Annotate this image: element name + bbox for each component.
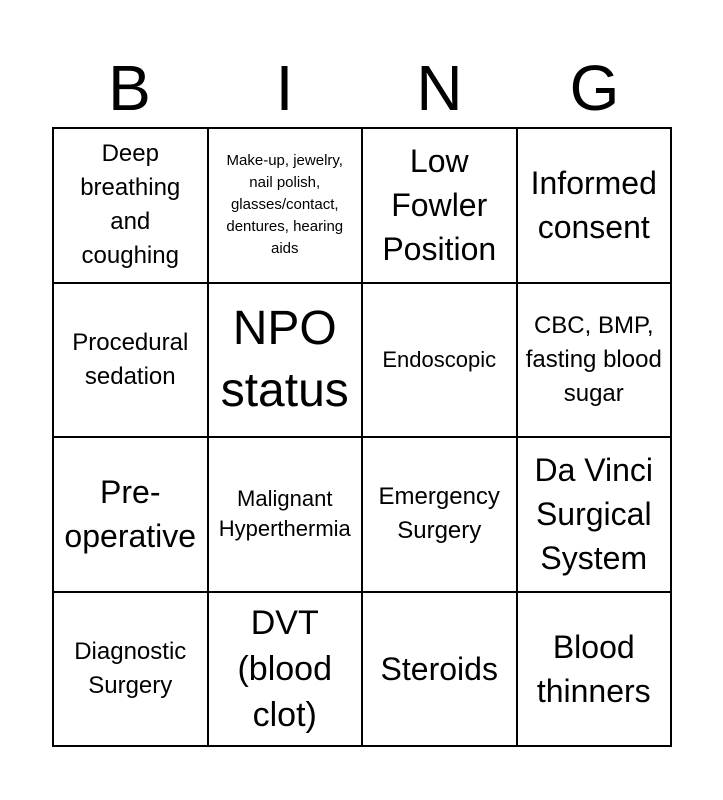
header-letter-n: N — [416, 52, 463, 124]
header-letter-g: G — [569, 52, 620, 124]
bingo-cell[interactable] — [517, 283, 672, 438]
cell-label: Low Fowler Position — [382, 143, 497, 268]
cell-label: Procedural sedation — [72, 328, 189, 390]
bingo-header — [52, 50, 672, 126]
bingo-cell[interactable] — [517, 128, 672, 283]
cell-label: CBC, BMP, fasting blood sugar — [525, 311, 662, 407]
header-letter-b: B — [108, 52, 151, 124]
cell-label: DVT (blood clot) — [237, 603, 332, 734]
bingo-cell[interactable] — [362, 437, 517, 592]
cell-label: Informed consent — [530, 165, 657, 246]
bingo-cell[interactable] — [362, 128, 517, 283]
bingo-cell[interactable] — [53, 283, 208, 438]
cell-label: Diagnostic Surgery — [74, 637, 187, 699]
bingo-cell[interactable] — [517, 437, 672, 592]
cell-label: Deep breathing and coughing — [80, 140, 181, 270]
bingo-cell[interactable] — [53, 437, 208, 592]
cell-label: Malignant Hyperthermia — [218, 486, 351, 542]
bingo-cell[interactable] — [517, 592, 672, 747]
cell-label: Endoscopic — [382, 346, 497, 372]
bingo-cell[interactable] — [208, 437, 363, 592]
bingo-cell[interactable] — [362, 283, 517, 438]
bingo-cell-free[interactable] — [208, 283, 363, 438]
cell-label: Make-up, jewelry, nail polish, glasses/contact, dentures, hearing aids — [226, 152, 344, 258]
cell-label: Da Vinci Surgical System — [534, 452, 654, 577]
header-letter-i: I — [275, 52, 294, 124]
cell-label: Pre-operative — [64, 474, 197, 555]
cell-label: Emergency Surgery — [378, 483, 500, 545]
cell-label: Steroids — [380, 650, 498, 687]
cell-label: Blood thinners — [536, 628, 651, 709]
bingo-cell[interactable] — [362, 592, 517, 747]
bingo-cell[interactable] — [208, 592, 363, 747]
bingo-cell[interactable] — [53, 128, 208, 283]
bingo-cell[interactable] — [208, 128, 363, 283]
cell-label: NPO status — [220, 301, 349, 417]
bingo-cell[interactable] — [53, 592, 208, 747]
bingo-board — [52, 127, 672, 747]
